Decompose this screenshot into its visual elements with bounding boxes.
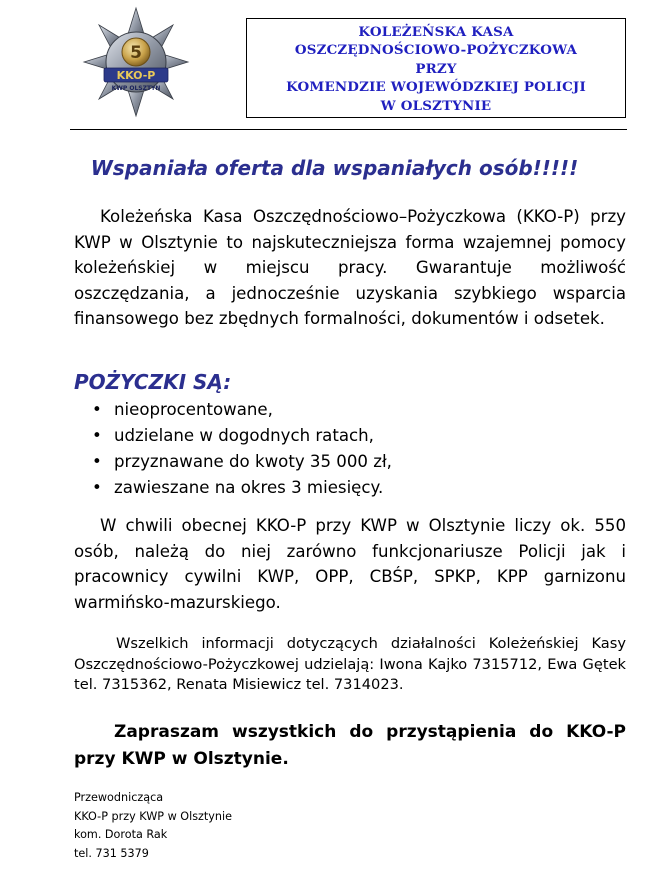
- intro-paragraph: Koleżeńska Kasa Oszczędnościowo–Pożyczkowa (KKO-P) przy KWP w Olsztynie to najskuteczniejsza forma wzajemnej pomocy koleżeńskiej w miejscu pracy. Gwarantuje możliwość oszczędzania, a jednocześnie uzyskania szybkiego wsparcia finansowego bez zbędnych formalności, dokumentów i odsetek.: [74, 207, 626, 329]
- signature-name: kom. Dorota Rak: [74, 828, 168, 841]
- signature-org: KKO-P przy KWP w Olsztynie: [74, 809, 232, 823]
- list-item: • przyznawane do kwoty 35 000 zł,: [74, 449, 392, 475]
- signature-role: Przewodnicząca: [74, 791, 164, 804]
- header-line: KOMENDZIE WOJEWÓDZKIEJ POLICJI: [286, 79, 586, 96]
- list-item: • nieoprocentowane,: [74, 397, 392, 423]
- members-paragraph: W chwili obecnej KKO-P przy KWP w Olsztynie liczy ok. 550 osób, należą do niej zarówno funkcjonariusze Policji jak i pracownicy cywilni KWP, OPP, CBŚP, SPKP, KPP garnizonu warmińsko-mazurskiego.: [74, 516, 626, 612]
- logo-text: KKO-P: [116, 69, 156, 82]
- header-line: KOLEŻEŃSKA KASA: [358, 24, 514, 40]
- police-star-logo: [82, 6, 190, 118]
- tagline: Wspaniała oferta dla wspaniałych osób!!!!!: [90, 156, 579, 180]
- header-title: [247, 23, 625, 115]
- invitation-paragraph: Zapraszam wszystkich do przystąpienia do KKO-P przy KWP w Olsztynie.: [74, 722, 626, 769]
- logo-subtext: KWP OLSZTYN: [111, 85, 161, 92]
- loans-list: [74, 397, 392, 501]
- header-box: [246, 18, 626, 118]
- header-line: OSZCZĘDNOŚCIOWO-POŻYCZKOWA: [294, 42, 578, 59]
- loans-heading: POŻYCZKI SĄ:: [74, 370, 232, 394]
- list-item: • udzielane w dogodnych ratach,: [74, 423, 392, 449]
- signature-phone: tel. 731 5379: [74, 846, 149, 860]
- header-divider: [70, 129, 627, 130]
- header-line: W OLSZTYNIE: [380, 97, 492, 114]
- list-item: • zawieszane na okres 3 miesięcy.: [74, 475, 392, 501]
- contact-info-paragraph: Wszelkich informacji dotyczących działalności Koleżeńskiej Kasy Oszczędnościowo-Pożyczkowej udzielają: Iwona Kajko 7315712, Ewa Gętek tel. 7315362, Renata Misiewicz tel. 7314023.: [74, 635, 626, 693]
- logo-number: 5: [130, 43, 142, 63]
- signature-block: [74, 789, 232, 863]
- header-line: PRZY: [415, 60, 457, 77]
